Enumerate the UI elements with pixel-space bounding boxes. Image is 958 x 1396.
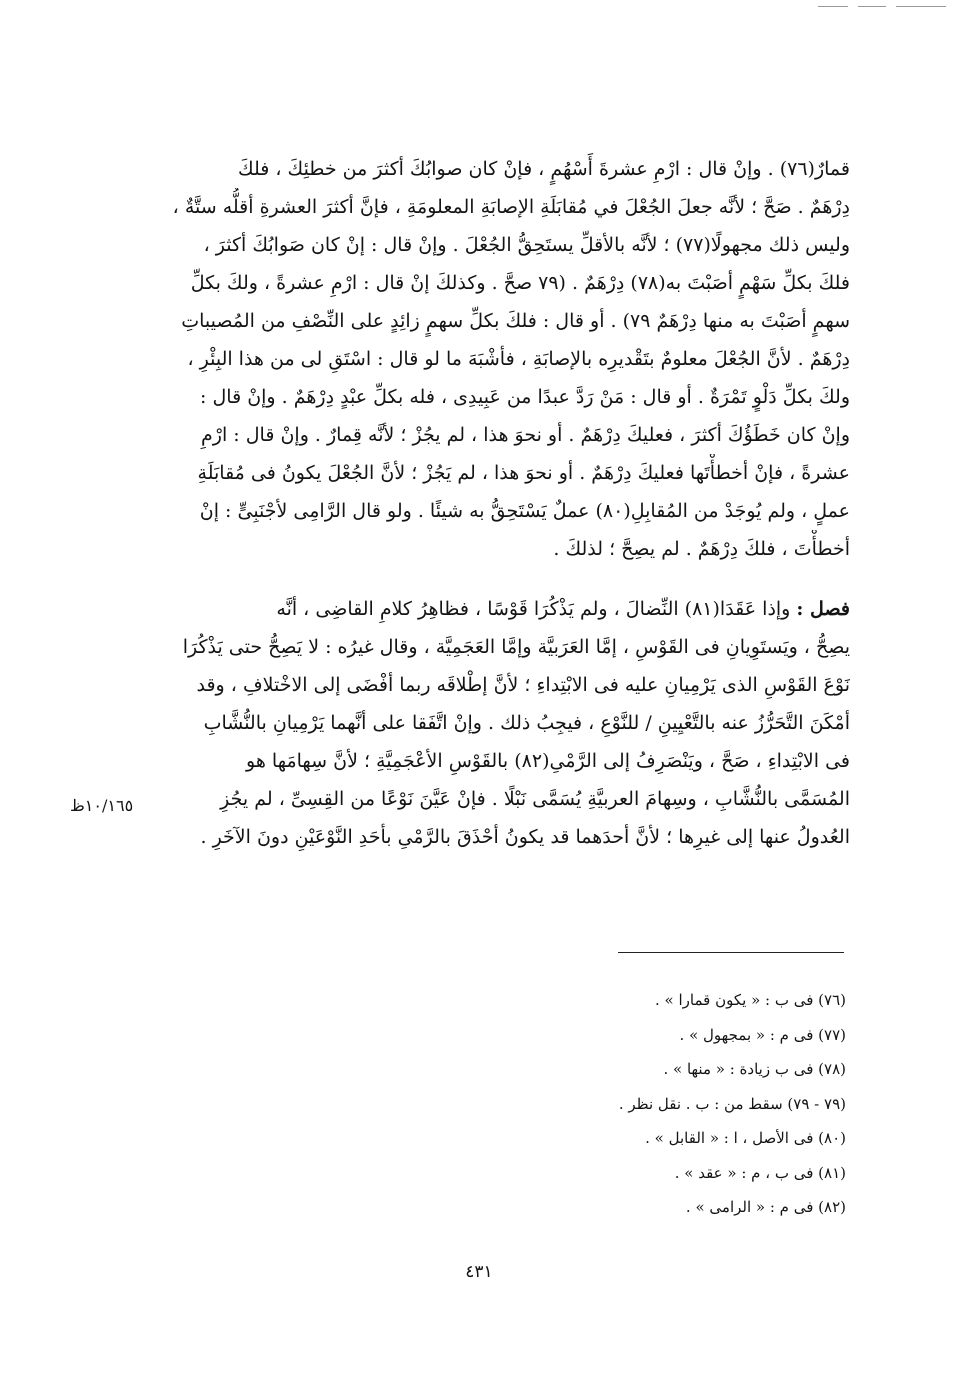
footnote-separator — [618, 952, 844, 953]
text-line: أمْكَنَ التَّحَرُّزُ عنه بالتَّعْيِينِ / للنَّوْعِ ، فيجِبُ ذلك . وإنْ اتَّفَقا على أنَّهما يَرْمِيانِ بالنُّشَّابِ — [203, 712, 850, 734]
manuscript-folio-note: ١٠/١٦٥ظ — [70, 796, 134, 815]
text-line: وإنْ كان خَطَؤُكَ أكثرَ ، فعليكَ دِرْهَمٌ . أو نحوَ هذا ، لم يجُزْ ؛ لأنَّه قِمارٌ . وإنْ قال : ارْمِ — [201, 424, 850, 446]
top-edge-rule — [896, 6, 946, 7]
top-edge-rule — [818, 6, 848, 7]
text-line: يصِحُّ ، ويَستَوِيانِ فى القَوْسِ ، إمَّا العَرَبيَّة وإمَّا العَجَمِيَّة ، وقال غيرُه : لا يَصِحُّ حتى يَذْكُرَا — [182, 636, 850, 658]
text-line: نَوْعَ القَوْسِ الذى يَرْمِيانِ عليه فى الابْتِداءِ ؛ لأنَّ إطْلاقَه ربما أفْضَى إلى الاخْتلافِ ، وقد — [196, 674, 850, 696]
section-label: فصل : — [796, 598, 850, 620]
text-line: المُسَمَّى بالنُّشَّابِ ، وسِهامَ العربيَّةِ يُسَمَّى نَبْلًا . فإنْ عَيَّنَ نَوْعًا من القِسِىِّ ، لم يجُزِ — [220, 788, 850, 810]
text-line: وليس ذلك مجهولًا(٧٧) ؛ لأنَّه بالأقلِّ يستَحِقُّ الجُعْلَ . وإنْ قال : إنْ كان صَوابُكَ أكثرَ ، — [203, 234, 850, 256]
paragraph-break — [150, 568, 850, 590]
text-line: عشرةً ، فإنْ أخطأْتَها فعليكَ دِرْهَمٌ . أو نحوَ هذا ، لم يَجُزْ ؛ لأنَّ الجُعْلَ يكونُ فى مُقابَلَةِ — [197, 462, 850, 484]
text-line: العُدولُ عنها إلى غيرِها ؛ لأنَّ أحدَهما قد يكونُ أحْذَقَ بالرَّمْىِ بأحَدِ النَّوْعَيْنِ دونَ الآخَرِ . — [200, 826, 850, 848]
text-line: وإذا عَقَدَا(٨١) النِّضالَ ، ولم يَذْكُرَا قَوْسًا ، فظاهِرُ كلامِ القاضِى ، أنَّه — [276, 598, 791, 620]
main-text-block — [150, 150, 850, 856]
footnote: (٧٩ - ٧٩) سقط من : ب . نقل نظر . — [618, 1094, 846, 1113]
section-first-line — [150, 590, 850, 628]
text-line: دِرْهَمٌ . لأنَّ الجُعْلَ معلومٌ بتَقْديرِه بالإصابَةِ ، فأشْبَهَ ما لو قال : اسْتَقِ لى من هذا البِئْرِ ، — [187, 348, 850, 370]
text-line: عملٍ ، ولم يُوجَدْ من المُقابِلِ(٨٠) عملٌ يَسْتَحِقُّ به شيئًا . ولو قال الرَّامِى لأجْنَبِىٍّ : إنْ — [199, 500, 850, 522]
top-edge-rule — [858, 6, 886, 7]
footnote: (٧٧) فى م : « بمجهول » . — [679, 1025, 846, 1044]
footnote: (٧٨) فى ب زيادة : « منها » . — [663, 1060, 846, 1078]
page-number: ٤٣١ — [465, 1262, 493, 1282]
text-line: سهمٍ أصَبْتَ به منها دِرْهَمٌ ٧٩) . أو قال : فلكَ بكلِّ سهمٍ زائِدٍ على النِّصْفِ من المُصيباتِ — [181, 310, 850, 332]
footnote: (٨٠) فى الأصل ، ا : « القابل » . — [645, 1129, 846, 1147]
footnote: (٧٦) فى ب : « يكون قمارا » . — [655, 991, 846, 1009]
text-line: فلكَ بكلِّ سَهْمٍ أصَبْتَ به(٧٨) دِرْهَمٌ . (٧٩ صحَّ . وكذلكَ إنْ قال : ارْمِ عشرةً ، ولكَ بكلِّ — [190, 272, 850, 294]
footnote: (٨١) فى ب ، م : « عقد » . — [674, 1163, 846, 1182]
footnotes — [619, 983, 846, 1225]
text-line: فى الابْتِداءِ ، صَحَّ ، ويَنْصَرِفُ إلى الرَّمْىِ(٨٢) بالقَوْسِ الأعْجَمِيَّةِ ؛ لأنَّ سِهامَها هو — [246, 750, 850, 772]
text-line: ولكَ بكلِّ دَلْوٍ تَمْرَةٌ . أو قال : مَنْ رَدَّ عبدًا من عَبِيدِى ، فله بكلِّ عبْدٍ دِرْهَمٌ . وإنْ قال : — [200, 386, 850, 408]
text-line: قمارٌ(٧٦) . وإنْ قال : ارْمِ عشرةَ أَسْهُمٍ ، فإنْ كان صوابُكَ أكثرَ من خطئِكَ ، فلكَ — [237, 158, 850, 180]
text-line: أخطأْتَ ، فلكَ دِرْهَمٌ . لم يصِحَّ ؛ لذلكَ . — [553, 538, 850, 560]
text-line: دِرْهَمٌ . صَحَّ ؛ لأنَّه جعلَ الجُعْلَ في مُقابَلَةِ الإصابَةِ المعلومَةِ ، فإنَّ أكثرَ العشرةِ أقلُّه ستَّةٌ ، — [172, 196, 850, 218]
footnote: (٨٢) فى م : « الرامى » . — [685, 1198, 846, 1216]
